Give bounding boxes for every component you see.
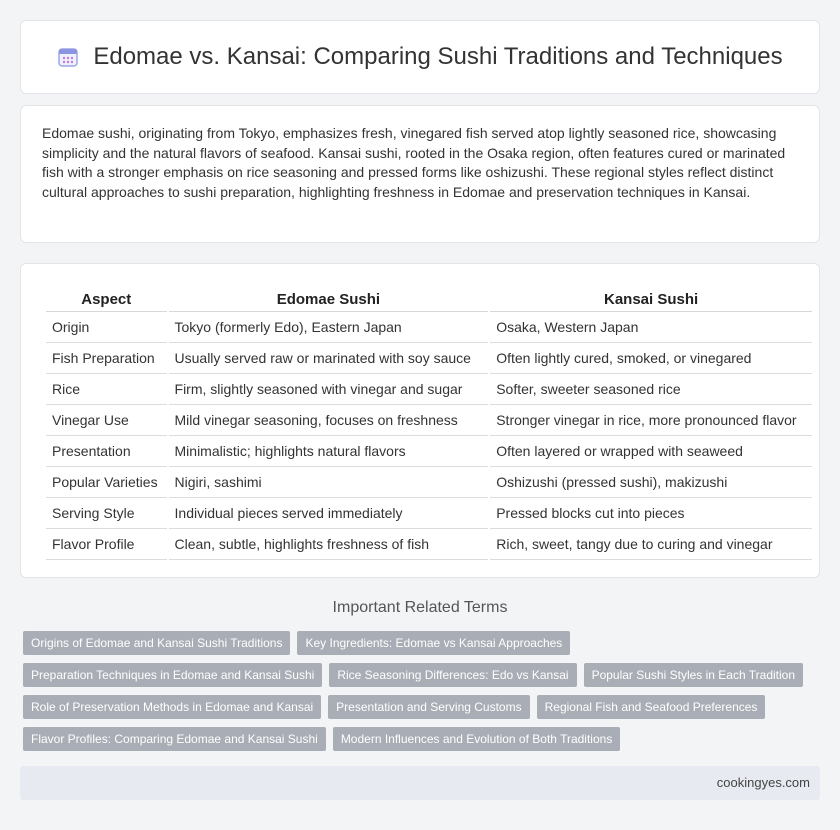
table-row: [46, 529, 812, 560]
cell-kansai: Oshizushi (pressed sushi), makizushi: [490, 467, 812, 498]
cell-kansai: Stronger vinegar in rice, more pronounced flavor: [490, 405, 812, 436]
table-row: [46, 405, 812, 436]
tag-row: [23, 727, 823, 751]
cell-edomae: Firm, slightly seasoned with vinegar and sugar: [169, 374, 489, 405]
cell-kansai: Often layered or wrapped with seaweed: [490, 436, 812, 467]
related-term-tag[interactable]: Modern Influences and Evolution of Both Traditions: [333, 727, 621, 751]
table-row: [46, 467, 812, 498]
page-title: Edomae vs. Kansai: Comparing Sushi Traditions and Techniques: [93, 43, 783, 70]
header-aspect: Aspect: [46, 282, 167, 312]
related-term-tag[interactable]: Popular Sushi Styles in Each Tradition: [584, 663, 803, 687]
cell-edomae: Tokyo (formerly Edo), Eastern Japan: [169, 312, 489, 343]
table-row: [46, 374, 812, 405]
related-term-tag[interactable]: Key Ingredients: Edomae vs Kansai Approaches: [297, 631, 570, 655]
related-term-tag[interactable]: Presentation and Serving Customs: [328, 695, 529, 719]
cell-aspect: Vinegar Use: [46, 405, 167, 436]
cell-aspect: Fish Preparation: [46, 343, 167, 374]
calendar-icon: [57, 46, 79, 68]
related-term-tag[interactable]: Role of Preservation Methods in Edomae and Kansai: [23, 695, 321, 719]
cell-edomae: Minimalistic; highlights natural flavors: [169, 436, 489, 467]
cell-kansai: Osaka, Western Japan: [490, 312, 812, 343]
tag-row: [23, 695, 823, 719]
cell-aspect: Rice: [46, 374, 167, 405]
header-edomae: Edomae Sushi: [169, 282, 489, 312]
table-row: [46, 498, 812, 529]
table-row: [46, 436, 812, 467]
table-row: [46, 312, 812, 343]
cell-kansai: Often lightly cured, smoked, or vinegared: [490, 343, 812, 374]
footer: [20, 766, 820, 800]
cell-edomae: Nigiri, sashimi: [169, 467, 489, 498]
related-terms-list: [23, 631, 823, 759]
related-term-tag[interactable]: Origins of Edomae and Kansai Sushi Traditions: [23, 631, 290, 655]
cell-aspect: Serving Style: [46, 498, 167, 529]
related-term-tag[interactable]: Regional Fish and Seafood Preferences: [537, 695, 766, 719]
cell-edomae: Usually served raw or marinated with soy sauce: [169, 343, 489, 374]
comparison-table: [44, 282, 814, 560]
related-term-tag[interactable]: Flavor Profiles: Comparing Edomae and Kansai Sushi: [23, 727, 326, 751]
title-card: [20, 20, 820, 94]
cell-kansai: Softer, sweeter seasoned rice: [490, 374, 812, 405]
tag-row: [23, 663, 823, 687]
footer-site-link[interactable]: cookingyes.com: [716, 775, 810, 790]
tag-row: [23, 631, 823, 655]
table-header-row: [46, 282, 812, 312]
related-term-tag[interactable]: Rice Seasoning Differences: Edo vs Kansai: [329, 663, 576, 687]
related-terms-heading: Important Related Terms: [332, 599, 508, 616]
cell-aspect: Presentation: [46, 436, 167, 467]
header-kansai: Kansai Sushi: [490, 282, 812, 312]
intro-card: [20, 105, 820, 243]
cell-edomae: Mild vinegar seasoning, focuses on freshness: [169, 405, 489, 436]
table-row: [46, 343, 812, 374]
cell-kansai: Pressed blocks cut into pieces: [490, 498, 812, 529]
cell-aspect: Popular Varieties: [46, 467, 167, 498]
cell-edomae: Clean, subtle, highlights freshness of fish: [169, 529, 489, 560]
cell-aspect: Origin: [46, 312, 167, 343]
related-term-tag[interactable]: Preparation Techniques in Edomae and Kansai Sushi: [23, 663, 322, 687]
intro-text: Edomae sushi, originating from Tokyo, emphasizes fresh, vinegared fish served atop lightly seasoned rice, showcasing simplicity and the natural flavors of seafood. Kansai sushi, rooted in the Osaka region, often features cured or marinated fish with a stronger emphasis on rice seasoning and pressed forms like oshizushi. These regional styles reflect distinct cultural approaches to sushi preparation, highlighting freshness in Edomae and preservation techniques in Kansai.: [42, 125, 786, 200]
cell-edomae: Individual pieces served immediately: [169, 498, 489, 529]
comparison-table-card: [20, 263, 820, 578]
cell-aspect: Flavor Profile: [46, 529, 167, 560]
cell-kansai: Rich, sweet, tangy due to curing and vinegar: [490, 529, 812, 560]
